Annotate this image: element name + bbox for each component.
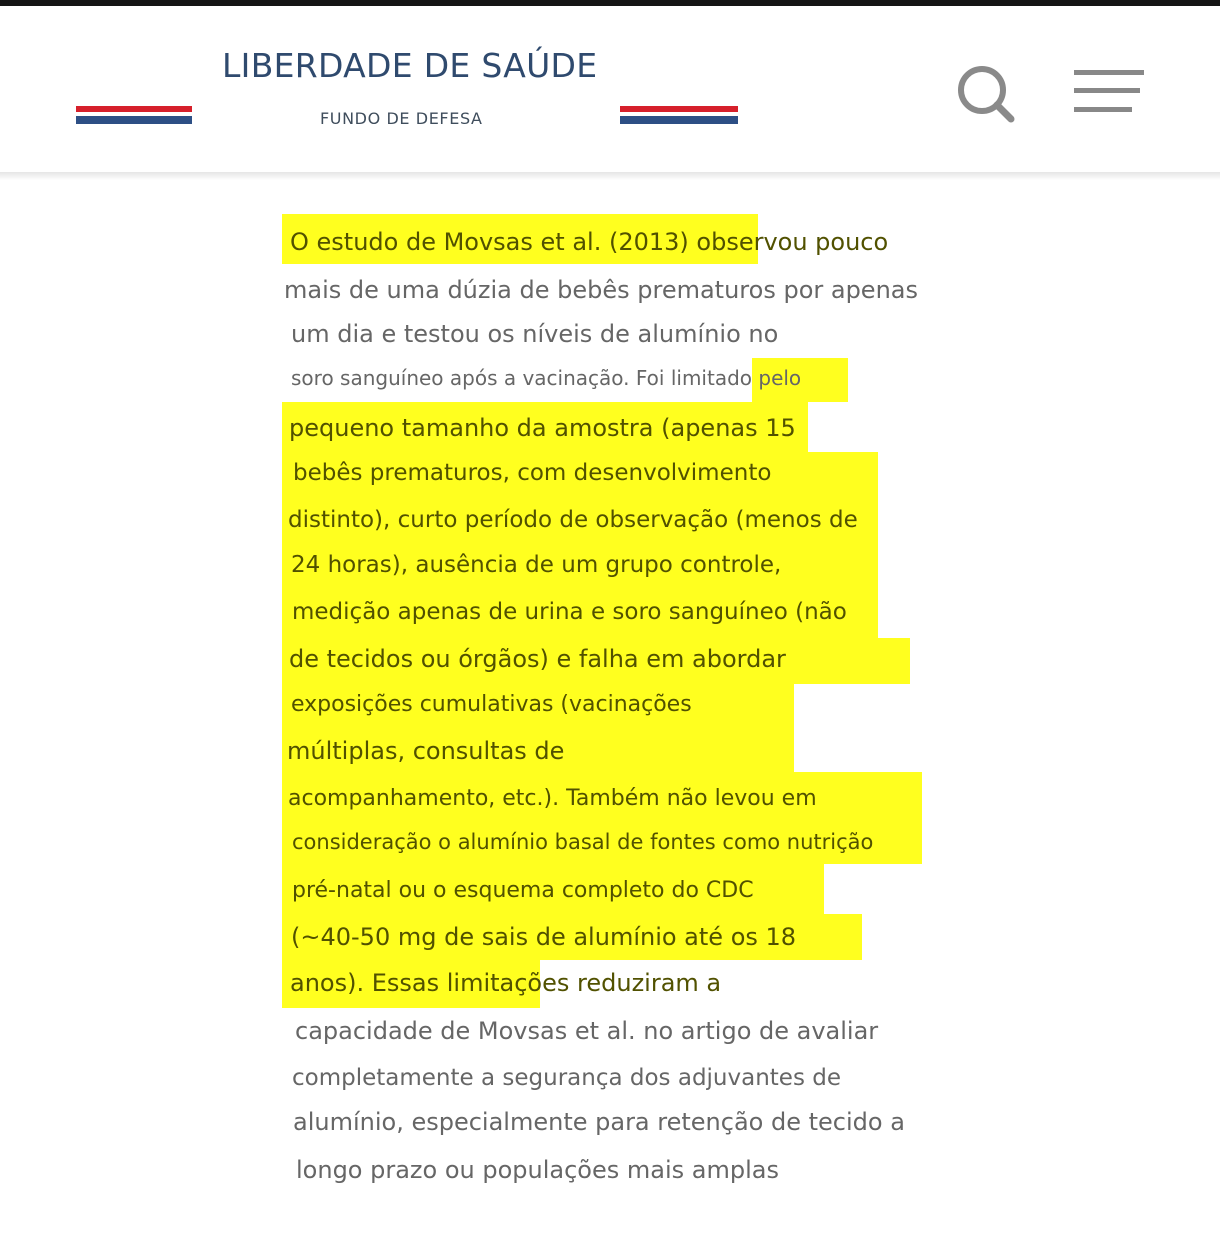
article-line: múltiplas, consultas de — [287, 737, 565, 765]
article-line: capacidade de Movsas et al. no artigo de avaliar — [295, 1017, 879, 1045]
menu-button[interactable] — [1072, 70, 1148, 122]
article-line: exposições cumulativas (vacinações — [291, 692, 692, 717]
article-line: pequeno tamanho da amostra (apenas 15 — [289, 414, 796, 442]
article-line: de tecidos ou órgãos) e falha em abordar — [289, 645, 786, 673]
flag-stripes-left — [76, 106, 192, 132]
article-line: consideração o alumínio basal de fontes como nutrição — [292, 830, 874, 854]
header-divider — [0, 172, 1220, 180]
article-line: soro sanguíneo após a vacinação. Foi limitado pelo — [291, 366, 802, 390]
search-icon — [956, 64, 1018, 124]
article-line: completamente a segurança dos adjuvantes de — [292, 1065, 842, 1091]
flag-stripes-right — [620, 106, 738, 132]
hamburger-menu-icon — [1072, 70, 1148, 122]
site-title[interactable]: LIBERDADE DE SAÚDE — [222, 46, 598, 85]
article-line: longo prazo ou populações mais amplas — [296, 1156, 779, 1184]
site-subtitle: FUNDO DE DEFESA — [320, 109, 483, 128]
article-line: (~40-50 mg de sais de alumínio até os 18 — [291, 923, 797, 951]
search-button[interactable] — [956, 64, 1018, 124]
article-line: um dia e testou os níveis de alumínio no — [291, 320, 779, 348]
article-line: acompanhamento, etc.). Também não levou em — [288, 786, 817, 811]
article-line: pré-natal ou o esquema completo do CDC — [292, 878, 754, 903]
site-header — [0, 6, 1220, 172]
article-line: anos). Essas limitações reduziram a — [290, 969, 722, 997]
article-line: 24 horas), ausência de um grupo controle, — [291, 552, 782, 578]
article-body — [0, 190, 1220, 1230]
article-line: alumínio, especialmente para retenção de tecido a — [293, 1108, 905, 1136]
article-line: mais de uma dúzia de bebês prematuros por apenas — [284, 276, 918, 304]
article-line: bebês prematuros, com desenvolvimento — [293, 460, 772, 486]
article-line: medição apenas de urina e soro sanguíneo (não — [292, 599, 847, 625]
article-line: distinto), curto período de observação (menos de — [288, 507, 858, 533]
article-line: O estudo de Movsas et al. (2013) observou pouco — [290, 228, 889, 256]
